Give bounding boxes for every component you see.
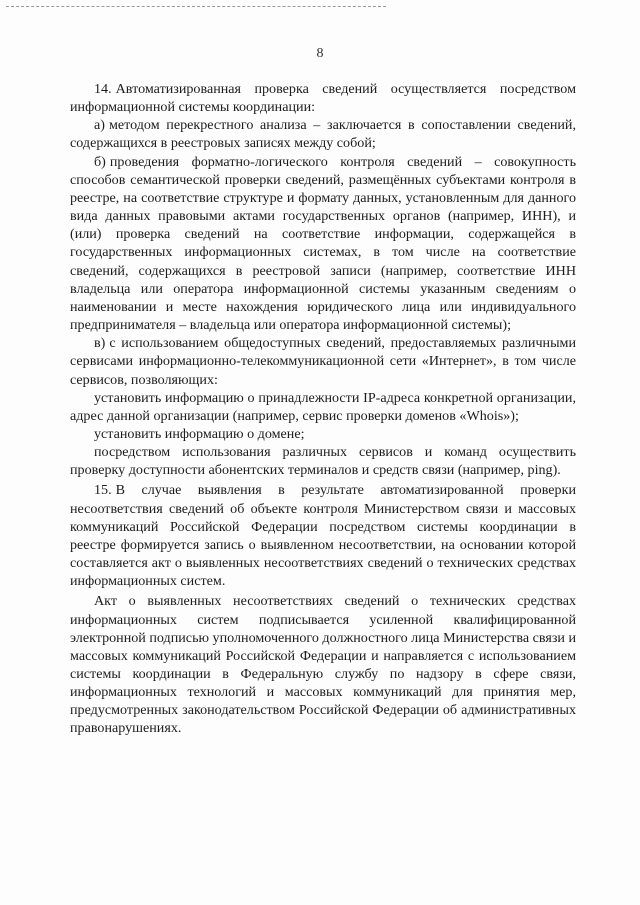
paragraph-ping — [70, 443, 576, 479]
paragraph-whois — [70, 389, 576, 425]
page-number: 8 — [316, 46, 324, 61]
scan-edge-line — [6, 6, 386, 7]
paragraph-14-b — [70, 153, 576, 335]
paragraph-domain — [70, 425, 576, 443]
document-body — [70, 80, 576, 738]
item-letter: в) — [94, 335, 106, 352]
item-letter: б) — [94, 153, 106, 170]
paragraph-text: посредством использования различных сервисов и команд осуществить проверку доступности абонентских терминалов и средств связи (например, ping). — [70, 444, 576, 479]
paragraph-act — [70, 592, 576, 737]
paragraph-14 — [70, 80, 576, 116]
paragraph-text: В случае выявления в результате автоматизированной проверки несоответствия сведений об объекте контроля Министерством связи и массовых коммуникаций Российской Федерации посредством системы координации в реестре формируется запись о выявленном несоответствии, на основании которой составляется акт о выявленных несоответствиях сведений о технических средствах информационных систем. — [70, 482, 576, 590]
paragraph-text: установить информацию о домене; — [94, 425, 305, 442]
paragraph-14-v — [70, 334, 576, 388]
paragraph-15 — [70, 481, 576, 590]
paragraph-text: проведения форматно-логического контроля сведений – совокупность способов семантической проверки сведений, размещённых субъектами контроля в реестре, на соответствие структуре и формату данных, установленным для данного вида данных правовыми актами государственных органов (например, ИНН), и (или) проверка сведений на соответствие информации, содержащейся в государственных информационных системах, в том числе на соответствие сведений, содержащихся в реестровой записи (например, соответствие ИНН владельца или оператора информационной системы указанным сведениям о наименовании и месте нахождения юридического лица или индивидуального предпринимателя – владельца или оператора информационной системы); — [70, 153, 576, 334]
paragraph-text: установить информацию о принадлежности IP-адреса конкретной организации, адрес данной организации (например, сервис проверки доменов «Whois»); — [70, 389, 576, 424]
item-letter: а) — [94, 117, 105, 134]
paragraph-text: Автоматизированная проверка сведений осуществляется посредством информационной системы координации: — [70, 81, 576, 116]
paragraph-text: Акт о выявленных несоответствиях сведений о технических средствах информационных систем подписывается усиленной квалифицированной электронной подписью уполномоченного должностного лица Министерства связи и массовых коммуникаций Российской Федерации и направляется с использованием системы координации в Федеральную службу по надзору в сфере связи, информационных технологий и массовых коммуникаций для принятия мер, предусмотренных законодательством Российской Федерации об административных правонарушениях. — [70, 593, 576, 737]
section-number: 14. — [94, 81, 112, 97]
paragraph-text: с использованием общедоступных сведений, предоставляемых различными сервисами информационно-телекоммуникационной сети «Интернет», в том числе сервисов, позволяющих: — [70, 335, 576, 388]
section-number: 15. — [94, 482, 112, 499]
paragraph-14-a — [70, 116, 576, 152]
paragraph-text: методом перекрестного анализа – заключается в сопоставлении сведений, содержащихся в реестровых записях между собой; — [70, 117, 576, 152]
